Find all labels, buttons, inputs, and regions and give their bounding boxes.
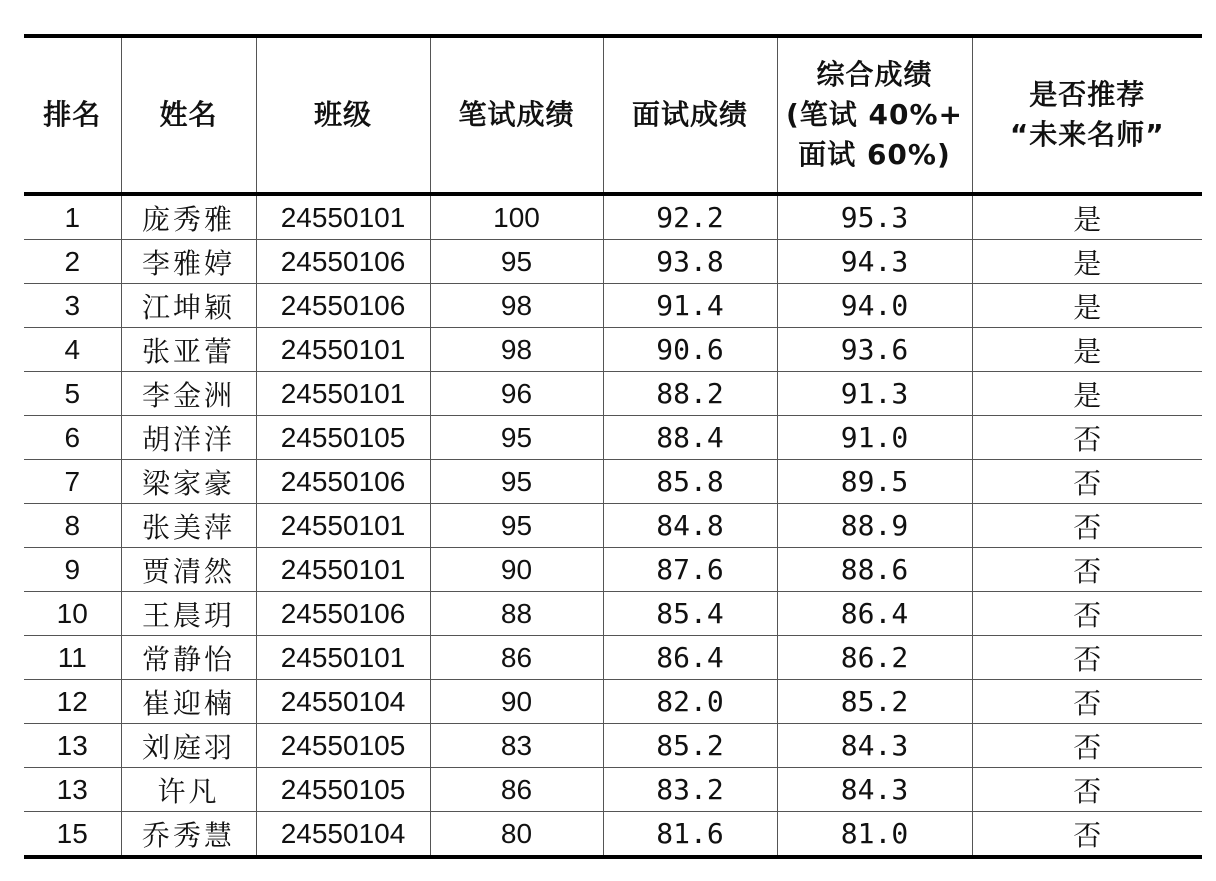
cell-recommend: 否: [972, 460, 1202, 504]
table-row: [24, 592, 1202, 636]
cell-rank: 2: [24, 240, 121, 284]
cell-rank: 13: [24, 768, 121, 812]
header-composite-line-2: (笔试 40%+: [785, 98, 964, 131]
cell-name: 梁家豪: [121, 460, 256, 504]
table-row: [24, 548, 1202, 592]
table-row: [24, 504, 1202, 548]
cell-composite-score: 89.5: [777, 460, 972, 504]
cell-recommend: 否: [972, 504, 1202, 548]
cell-composite-score: 91.3: [777, 372, 972, 416]
cell-rank: 9: [24, 548, 121, 592]
cell-name: 张美萍: [121, 504, 256, 548]
cell-class: 24550105: [256, 416, 430, 460]
cell-class: 24550106: [256, 240, 430, 284]
cell-written-score: 86: [430, 768, 603, 812]
cell-class: 24550101: [256, 548, 430, 592]
cell-class: 24550101: [256, 194, 430, 240]
cell-written-score: 95: [430, 460, 603, 504]
cell-composite-score: 94.0: [777, 284, 972, 328]
cell-recommend: 否: [972, 636, 1202, 680]
table-row: [24, 194, 1202, 240]
cell-interview-score: 87.6: [603, 548, 777, 592]
header-class: 班级: [256, 36, 430, 194]
cell-recommend: 是: [972, 194, 1202, 240]
cell-interview-score: 85.2: [603, 724, 777, 768]
cell-class: 24550101: [256, 504, 430, 548]
cell-class: 24550106: [256, 592, 430, 636]
cell-composite-score: 93.6: [777, 328, 972, 372]
cell-interview-score: 90.6: [603, 328, 777, 372]
header-recommend-line-1: 是否推荐: [1029, 78, 1146, 111]
cell-rank: 1: [24, 194, 121, 240]
header-rank: 排名: [24, 36, 121, 194]
cell-written-score: 90: [430, 680, 603, 724]
cell-written-score: 95: [430, 504, 603, 548]
cell-composite-score: 81.0: [777, 812, 972, 858]
cell-composite-score: 95.3: [777, 194, 972, 240]
cell-interview-score: 84.8: [603, 504, 777, 548]
header-recommend-line-2: “未来名师”: [1009, 118, 1165, 151]
cell-name: 常静怡: [121, 636, 256, 680]
cell-rank: 10: [24, 592, 121, 636]
cell-composite-score: 94.3: [777, 240, 972, 284]
cell-name: 贾清然: [121, 548, 256, 592]
cell-recommend: 否: [972, 680, 1202, 724]
cell-rank: 3: [24, 284, 121, 328]
cell-rank: 6: [24, 416, 121, 460]
cell-recommend: 是: [972, 372, 1202, 416]
cell-class: 24550104: [256, 812, 430, 858]
cell-recommend: 是: [972, 240, 1202, 284]
cell-interview-score: 88.4: [603, 416, 777, 460]
table-row: [24, 416, 1202, 460]
cell-class: 24550105: [256, 724, 430, 768]
cell-recommend: 否: [972, 724, 1202, 768]
score-ranking-table: [24, 34, 1202, 859]
cell-rank: 13: [24, 724, 121, 768]
table-row: [24, 460, 1202, 504]
cell-name: 张亚蕾: [121, 328, 256, 372]
cell-interview-score: 92.2: [603, 194, 777, 240]
cell-class: 24550101: [256, 372, 430, 416]
cell-interview-score: 91.4: [603, 284, 777, 328]
cell-name: 刘庭羽: [121, 724, 256, 768]
cell-written-score: 90: [430, 548, 603, 592]
cell-composite-score: 84.3: [777, 768, 972, 812]
cell-interview-score: 85.8: [603, 460, 777, 504]
header-row: [24, 36, 1202, 194]
cell-rank: 5: [24, 372, 121, 416]
table-row: [24, 680, 1202, 724]
cell-interview-score: 81.6: [603, 812, 777, 858]
cell-interview-score: 85.4: [603, 592, 777, 636]
cell-composite-score: 85.2: [777, 680, 972, 724]
cell-recommend: 否: [972, 812, 1202, 858]
cell-class: 24550104: [256, 680, 430, 724]
header-name: 姓名: [121, 36, 256, 194]
cell-recommend: 否: [972, 768, 1202, 812]
cell-recommend: 否: [972, 548, 1202, 592]
cell-class: 24550106: [256, 284, 430, 328]
cell-interview-score: 83.2: [603, 768, 777, 812]
cell-written-score: 95: [430, 240, 603, 284]
cell-rank: 8: [24, 504, 121, 548]
table-row: [24, 240, 1202, 284]
cell-written-score: 83: [430, 724, 603, 768]
table-row: [24, 372, 1202, 416]
cell-class: 24550101: [256, 636, 430, 680]
cell-name: 李金洲: [121, 372, 256, 416]
table-row: [24, 636, 1202, 680]
table-row: [24, 328, 1202, 372]
header-written-score: 笔试成绩: [430, 36, 603, 194]
cell-interview-score: 86.4: [603, 636, 777, 680]
cell-name: 胡洋洋: [121, 416, 256, 460]
cell-name: 李雅婷: [121, 240, 256, 284]
cell-written-score: 88: [430, 592, 603, 636]
table-row: [24, 724, 1202, 768]
cell-rank: 7: [24, 460, 121, 504]
cell-written-score: 96: [430, 372, 603, 416]
cell-recommend: 是: [972, 284, 1202, 328]
cell-composite-score: 88.9: [777, 504, 972, 548]
cell-written-score: 100: [430, 194, 603, 240]
table-row: [24, 284, 1202, 328]
cell-name: 江坤颖: [121, 284, 256, 328]
header-composite-line-3: 面试 60%): [798, 138, 951, 171]
cell-composite-score: 88.6: [777, 548, 972, 592]
table-body: [24, 194, 1202, 857]
header-composite-line-1: 综合成绩: [816, 58, 933, 91]
cell-written-score: 80: [430, 812, 603, 858]
cell-name: 乔秀慧: [121, 812, 256, 858]
cell-class: 24550106: [256, 460, 430, 504]
table-row: [24, 812, 1202, 858]
cell-recommend: 否: [972, 416, 1202, 460]
cell-rank: 4: [24, 328, 121, 372]
cell-rank: 11: [24, 636, 121, 680]
cell-class: 24550101: [256, 328, 430, 372]
cell-recommend: 是: [972, 328, 1202, 372]
cell-name: 崔迎楠: [121, 680, 256, 724]
cell-name: 许凡: [121, 768, 256, 812]
cell-interview-score: 88.2: [603, 372, 777, 416]
cell-interview-score: 82.0: [603, 680, 777, 724]
cell-composite-score: 86.2: [777, 636, 972, 680]
cell-recommend: 否: [972, 592, 1202, 636]
cell-rank: 12: [24, 680, 121, 724]
cell-rank: 15: [24, 812, 121, 858]
header-recommend: [972, 36, 1202, 194]
cell-written-score: 98: [430, 284, 603, 328]
cell-name: 王晨玥: [121, 592, 256, 636]
cell-interview-score: 93.8: [603, 240, 777, 284]
cell-class: 24550105: [256, 768, 430, 812]
cell-written-score: 86: [430, 636, 603, 680]
table-header: [24, 36, 1202, 194]
cell-written-score: 98: [430, 328, 603, 372]
cell-written-score: 95: [430, 416, 603, 460]
cell-composite-score: 84.3: [777, 724, 972, 768]
header-interview-score: 面试成绩: [603, 36, 777, 194]
cell-composite-score: 91.0: [777, 416, 972, 460]
cell-name: 庞秀雅: [121, 194, 256, 240]
cell-composite-score: 86.4: [777, 592, 972, 636]
header-composite-score: [777, 36, 972, 194]
table-row: [24, 768, 1202, 812]
